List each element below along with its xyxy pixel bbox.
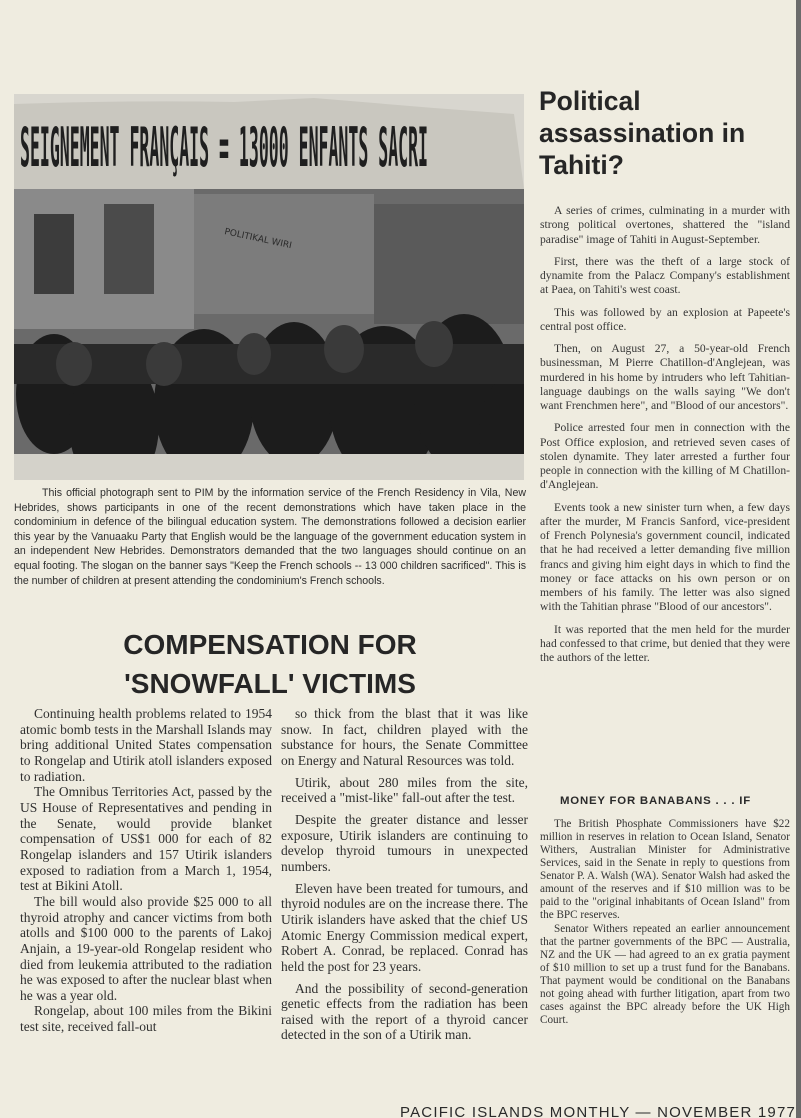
compensation-paragraph: And the possibility of second-generation genetic effects from the radiation has been raised with the report of a thyroid cancer detected in the son of a Utirik man. — [281, 980, 528, 1043]
banabans-paragraph: The British Phosphate Commissioners have $22 million in reserves in relation to Ocean Island, Senator Withers, Australian Minister for Administrative Services, said in the Senate in reply to questions from Senator P. A. Walsh (WA). Senator Walsh had asked the amount of the reserves and if $10 million was to be paid to the "original inhabitants of Ocean Island" from the BPC reserves. — [540, 818, 790, 922]
tahiti-paragraph: Events took a new sinister turn when, a few days after the murder, M Francis Sanford, vice-president of French Polynesia's government council, indicated that he had received a letter demanding five million francs and giving him eight days in which to find the money or face attacks on his own person or on members of his family. The letter was also signed with the Tahitian phrase "Blood of our ancestors". — [540, 500, 790, 614]
compensation-paragraph: Rongelap, about 100 miles from the Bikini test site, received fall-out — [20, 1003, 272, 1035]
compensation-paragraph: so thick from the blast that it was like snow. In fact, children played with the substance for hours, the Senate Committee on Energy and Natural Resources was told. — [281, 706, 528, 768]
demonstration-photo — [14, 94, 524, 480]
sign-text: POLITIKAL WIRI — [223, 227, 293, 252]
banabans-article — [540, 785, 790, 1028]
photo-caption: This official photograph sent to PIM by the information service of the French Residency in Vila, New Hebrides, shows participants in one of the recent demonstrations which have taken place in the condominium in defence of the bilingual education system. The demonstrations followed a decision earlier this year by the Vanuaaku Party that English would be the language of the government education system in an independent New Hebrides. Demonstrators demanded that the two languages should continue on an equal footing. The slogan on the banner says "Keep the French schools -- 13 000 children sacrificed". This is the number of children at present attending the condominium's French schools. — [14, 487, 526, 587]
compensation-paragraph: The Omnibus Territories Act, passed by the US House of Representatives and pending in the Senate, would provide blanket compensation of US$1 000 for each of 82 Rongelap islanders and 157 Utirik islanders exposed to radiation from a March 1, 1954, test at Bikini Atoll. — [20, 784, 272, 894]
compensation-paragraph: Utirik, about 280 miles from the site, received a "mist-like" fall-out after the test. — [281, 774, 528, 806]
compensation-paragraph: Despite the greater distance and lesser exposure, Utirik islanders are continuing to develop thyroid tumours in unexpected numbers. — [281, 811, 528, 874]
compensation-headline-line1: COMPENSATION FOR — [123, 629, 417, 660]
tahiti-headline: Political assassination in Tahiti? — [539, 86, 746, 180]
banner-slogan: SEIGNEMENT FRANÇAIS = 13000 ENFANTS SACRI — [20, 116, 428, 179]
compensation-paragraph: Continuing health problems related to 1954 atomic bomb tests in the Marshall Islands may bring additional United States compensation to Rongelap and Utirik atoll islanders exposed to radiation. — [20, 706, 272, 784]
tahiti-paragraph: First, there was the theft of a large stock of dynamite from the Palacz Company's establishment at Paea, on Tahiti's west coast. — [540, 254, 790, 297]
tahiti-article — [540, 204, 790, 673]
compensation-paragraph: Eleven have been treated for tumours, and thyroid nodules are on the increase there. The Utirik islanders have asked that the chief US Atomic Energy Commission medical expert, Robert A. Conrad, be replaced. Conrad has held the post for 23 years. — [281, 880, 528, 974]
compensation-headline — [14, 625, 526, 703]
banabans-headline: MONEY FOR BANABANS . . . IF — [560, 795, 751, 807]
banabans-paragraph: Senator Withers repeated an earlier announcement that the partner governments of the BPC — Australia, NZ and the UK — had agreed to an ex gratia payment of $10 million to set up a trust fund for the Banabans. That payment would be conditional on the Banabans not going ahead with further litigation, apart from two cases against the BPC already before the UK High Court. — [540, 923, 790, 1026]
compensation-column-2 — [281, 706, 528, 1049]
tahiti-paragraph: Then, on August 27, a 50-year-old French businessman, M Pierre Chatillon-d'Anglejean, was murdered in his home by intruders who left Tahitian-language daubings on the walls saying "We don't want Frenchmen here", and "Blood of our ancestors". — [540, 342, 790, 412]
photo-illustration — [14, 94, 524, 480]
tahiti-paragraph: Police arrested four men in connection with the Post Office explosion, and retrieved seven cases of stolen dynamite. They later arrested a further four people in connection with the killing of M Chatillon-d'Anglejean. — [540, 421, 790, 492]
tahiti-paragraph: It was reported that the men held for the murder had confessed to that crime, but denied that they were the authors of the letter. — [540, 622, 790, 664]
compensation-paragraph: The bill would also provide $25 000 to all thyroid atrophy and cancer victims from both atolls and $100 000 to the parents of Lakoj Anjain, a 19-year-old Rongelap resident who died from leukemia attributed to the radiation he was exposed to after the nuclear blast when he was a year old. — [20, 893, 272, 1003]
page-footer: PACIFIC ISLANDS MONTHLY — NOVEMBER 1977 — [400, 1104, 797, 1118]
tahiti-paragraph: A series of crimes, culminating in a murder with strong political overtones, shattered the "island paradise" image of Tahiti in August-September. — [540, 204, 790, 246]
compensation-headline-line2: 'SNOWFALL' VICTIMS — [124, 668, 416, 700]
page-edge — [796, 0, 801, 1118]
compensation-column-1 — [20, 706, 272, 1035]
tahiti-paragraph: This was followed by an explosion at Papeete's central post office. — [540, 305, 790, 333]
